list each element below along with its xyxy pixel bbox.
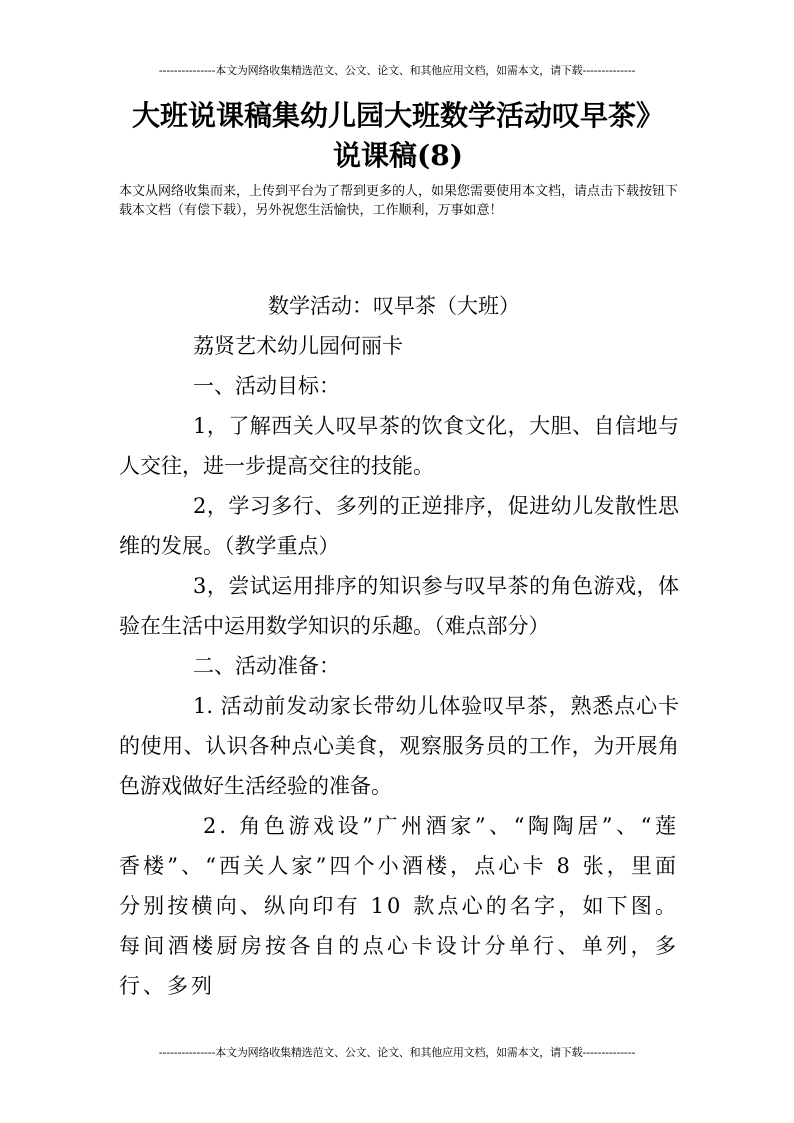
prep-item-1: 1. 活动前发动家长带幼儿体验叹早茶，熟悉点心卡的使用、认识各种点心美食，观察服务员的工作，为开展角色游戏做好生活经验的准备。 <box>119 694 679 798</box>
footer-note: ---------------本文为网络收集精选范文、公文、论文、和其他应用文档，如需本文，请下载-------------- <box>158 1046 636 1059</box>
section-heading-goals: 一、活动目标： <box>193 374 340 398</box>
goal-item-3: 3，尝试运用排序的知识参与叹早茶的角色游戏，体验在生活中运用数学知识的乐趣。（难点部分） <box>119 574 679 638</box>
intro-paragraph: 本文从网络收集而来，上传到平台为了帮到更多的人，如果您需要使用本文档，请点击下载按钮下载本文档（有偿下载），另外祝您生活愉快，工作顺利，万事如意！ <box>119 184 679 218</box>
section-heading-preparation: 二、活动准备： <box>193 654 340 678</box>
author-line: 荔贤艺术幼儿园何丽卡 <box>193 334 403 358</box>
header-note: ---------------本文为网络收集精选范文、公文、论文、和其他应用文档，如需本文，请下载-------------- <box>158 64 636 77</box>
goal-item-1: 1，了解西关人叹早茶的饮食文化，大胆、自信地与人交往，进一步提高交往的技能。 <box>119 414 679 478</box>
goal-item-2: 2，学习多行、多列的正逆排序，促进幼儿发散性思维的发展。（教学重点） <box>119 494 679 558</box>
document-title: 大班说课稿集幼儿园大班数学活动叹早茶》说课稿(8) <box>131 99 664 172</box>
activity-heading: 数学活动：叹早茶（大班） <box>268 294 520 318</box>
document-body <box>119 286 679 1006</box>
prep-item-2: 2. 角色游戏设”广州酒家”、“陶陶居”、“莲香楼”、“西关人家”四个小酒楼，点心卡 8 张，里面分别按横向、纵向印有 10 款点心的名字，如下图。每间酒楼厨房按各自的点心卡设计分单行、单列，多行、多列 <box>119 814 679 998</box>
